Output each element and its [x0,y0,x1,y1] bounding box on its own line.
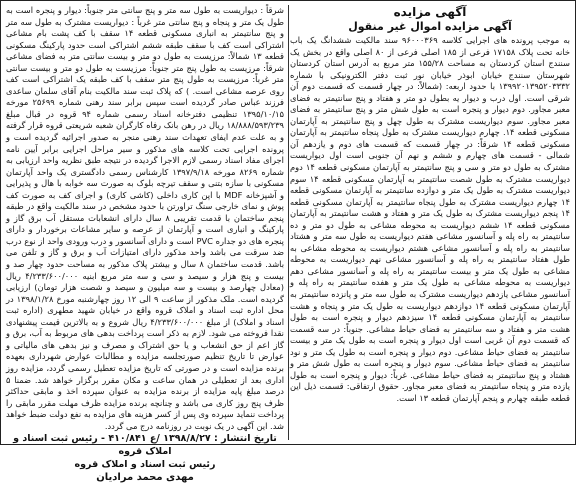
column-divider [288,5,289,440]
notice-subtitle: آگهی مزایده اموال غیر منقول [348,20,512,33]
notice-body-left: شرقاً : دیواریست به طول سه متر و پنج سانتی متر جنوباً: دیوار و پنجره است به طول یک متر و پنجاه و پنج سانتی متر غرباً : دیواریست مشترک به طول سه متر و پنج سانتیمتر به انباری مسکونی قطعه ۱۴ سقف با کف پشت بام مشاعی اشتراکی است کف با سقف طبقه ششم اشتراکی است حدود پارکینگ مسکونی قطعه ۱۳ شمالاً: مرزیست به طول دو متر و بیست سانتی متر به فضای مشاعی شرقاً: مرزیست به طول پنج متر جنوباً: مرزیست به طول دو متر و بیست سانتی متر غرباً: مرزیست به طول پنج متر سقف با کف طبقه یک اشتراکی است کف روی عرصه مشاعی است. ) که پلاک ثبت سند مالکیت بنام آقای سلمان ساعدی فرزند عباس صادر گردیده است سپس برابر سند رهنی شماره ۲۵۶۹۹ مورخه ۱۳۹۵/۱۰/۱۵ تنظیمی دفترخانه اسناد رسمی شماره ۹۴ قروه در قبال مبلغ ۱۸/۸۸۸/۵۹۳/۲۳۹ ریال در رهن بانک رفاه کارگران شعبه شریعتی قروه قرار گرفته و به علت عدم ایفای تعهدات سند رهنی منجر به صدور اجرائیه گردیده است و پرونده اجرایی تحت کلاسه های مذکور و سیر مراحل اجرایی برابر آیین نامه اجرای مفاد اسناد رسمی لازم الاجرا گردیده در نتیجه طبق نظریه واحد ارزیابی به شماره ۸۲۶۹ مورخه ۱۳۹۷/۹/۱۸ کارشناس رسمی دادگستری یک واحد آپارتمان مسکونی با سازه بتنی و سقف تیرچه بلوک به صورت سه خوابه با هال و پذیرایی و آشپزخانه MDF با اپن کاری داخلی (کاشی کاری) و اجرای کف به صورت کف پوش و نمای خارجی سنگ تراورتن با حدود مشخص در سند مالکیت واقع در طبقه پنجم ساختمان با قدمت تقریبی ۸ سال دارای انشعابات مستقل آب برق گاز و پارکینگ و انباری است و آپارتمان از عرصه و سایر مشاعات برخوردار و دارای پنجره های دو جداره PVC است و دارای آسانسور و درب ورودی واحد از نوع درب ضد سرقت می باشد واحد مذکور دارای امتیازات آب و برق و گاز و تلفن می باشد. قدمت ساختمان ۸ سال و بیشتر پلاک مذکور به مساحت حدود چهار صد و بیست و پنج هزار و سیصد و سی و سه متر مربع ابنیه ۴/۲۳۳/۶۰۰/۰۰۰ ریال (معادل چهارصد و بیست و سه میلیون و سیصد و شصت هزار تومان) ارزیابی گردیده است. ملک مذکور از ساعت ۹ الی ۱۲ روز چهارشنبه مورخ ۱۳۹۸/۱/۲۸ در محل اداره ثبت اسناد و املاک قروه واقع در خیابان شهید مطهری (اداره ثبت اسناد و املاک) از مبلغ ۴/۲۳۳/۶۰۰/۰۰۰ ریال شروع و به بالاترین قیمت پیشنهادی نقدا فروخته می شود. لازم به ذکر است پرداخت بدهی های مربوط به آب، برق و گاز اعم از حق انشعاب و یا حق اشتراک و مصرف و نیز بدهی های مالیاتی و عوارض تا تاریخ تنظیم صورتجلسه مزایده و مطالبات عوارض شهرداری بعهده برنده مزایده است و در صورتی که تاریخ مزایده تعطیل رسمی گردد، مزایده روز اداری بعد از تعطیلی در همان ساعت و مکان مقرر برگزار خواهد شد. ضمنا ۵ درصد مبلغ پایه مزایده از برنده مزایده به عنوان سپرده اخذ و مابقی حداکثر ظرف پنج روز کاری می باشد و چنانچه برنده مزایده ظرف مهلت مقرر مابقی را پرداخت ننماید سپرده وی پس از کسر هزینه های مزایده به نفع دولت ضبط خواهد شد. این آگهی در یک نوبت در روزنامه درج می گردد. [6,5,285,431]
notice-column-left [6,5,285,484]
notice-body-right: به موجب پرونده های اجرایی کلاسه ۹۶۰۰۰۳۶۹ سند مالکیت ششدانگ یک باب خانه تحت پلاک ۱۷۱۵۸ فرعی از ۱۸۵ اصلی فرعی از ۸۰ اصلی واقع در بخش یک سنندج استان کردستان به مساحت ۱۵۵/۲۸ متر مربع به آدرس استان کردستان شهرستان سنندج خیابان ابوذر خیابان نور ثبت دفتر الکترونیکی با شماره ۱۳۹۹۲۰۱۳۹۵۲۰۳۳۳۲ با حدود اربعه: (شمالاً: در چهار قسمت که قسمت دوم آن شرقی است. اول درب و دیوار یه بطول دو متر و هفتاد و پنج سانتیمتر به فضای معبر مجاور. دوم دیوار و پنجره است به طول شش متر و پنج سانتیمتر به فضای معبر مجاور. سوم دیواریست مشترک به طول چهل و پنج سانتیمتر به آپارتمان مسکونی قطعه ۱۴. چهارم دیواریست مشترک به طول پنجاه سانتیمتر به آپارتمان مسکونی قطعه ۱۴ شرقاً: در چهار قسمت که قسمت های دوم و یازدهم آن شمالی - قسمت های چهارم و ششم و نهم آن جنوبی است اول دیواریست مشترک به طول دو متر و سی و پنج سانتیمتر به آپارتمان مسکونی قطعه ۱۴ دوم دیواریست مشترک به طول شصت سانتیمتر به آپارتمان مسکونی قطعه ۱۴ سوم دیواریست مشترک به طول یک متر و دوازده سانتیمتر به آپارتمان مسکونی قطعه ۱۴ چهارم دیواریست مشترک به طول پنجاه سانتیمتر به آپارتمان مسکونی قطعه ۱۴ پنجم دیواریست مشترک به طول یک متر و هفتاد و هشت سانتیمتر به آپارتمان مسکونی قطعه ۱۴ ششم دیواریست به محوطه مشاعی به طول دو متر و ده سانتیمتر به راه پله و آسانسور مشاعی هفتم دیواریست به طول سه متر و هشتاد سانتیمتر به راه پله و آسانسور مشاعی هشتم دیواریست به محوطه مشاعی به طول هفتاد سانتیمتر به راه پله و آسانسور مشاعی نهم دیواریست به محوطه مشاعی به طول یک متر و بیست سانتیمتر به راه پله و آسانسور مشاعی دهم دیواریست به محوطه مشاعی به طول یک متر و هفده سانتیمتر به راه پله و آسانسور مشاعی یازدهم دیواریست مشترک به طول سه متر و پانزده سانتیمتر به آپارتمان مسکونی قطعه ۱۴ دوازدهم دیواریست به طول یک متر و پنجاه و هشت سانتیمتر به آپارتمان مسکونی قطعه ۱۴ سیزدهم دیوار و پنجره است به طول هشت متر و هفتاد و سه سانتیمتر به فضای حیاط مشاعی. جنوباً: در سه قسمت که قسمت دوم آن غربی است اول دیوار و پنجره است به طول یک متر و بیست سانتیمتر به فضای حیاط مشاعی. دوم دیوار و پنجره است به طول یک متر و نود سانتیمتر به فضای حیاط مشاعی. سوم دیوار و پنجره است به طول شش متر و هشتاد و پنج سانتیمتر به فضای حیاط مشاعی. غرباً: دیوار و پنجره است به طول یازده متر و پنجاه سانتیمتر به فضای معبر مجاور. حقوق ارتفاقی: قسمت ذیل این قطعه طبقه چهارم و پنجم آپارتمان قطعه ۱۳ است. [290,35,571,403]
publication-date: تاریخ انتشار : ۱۳۹۸/۸/۲۷ /ع ۴۱۰/۸۴۱ - رئیس ثبت اسناد و املاک قروه [13,433,277,458]
notice-header [290,5,570,34]
signatory-name: مهدی محمد مرادیان [96,472,194,484]
registry-office-head: رئیس ثبت اسناد و املاک قروه [74,459,216,471]
notice-title: آگهی مزایده [393,5,467,19]
notice-column-right [290,5,570,440]
